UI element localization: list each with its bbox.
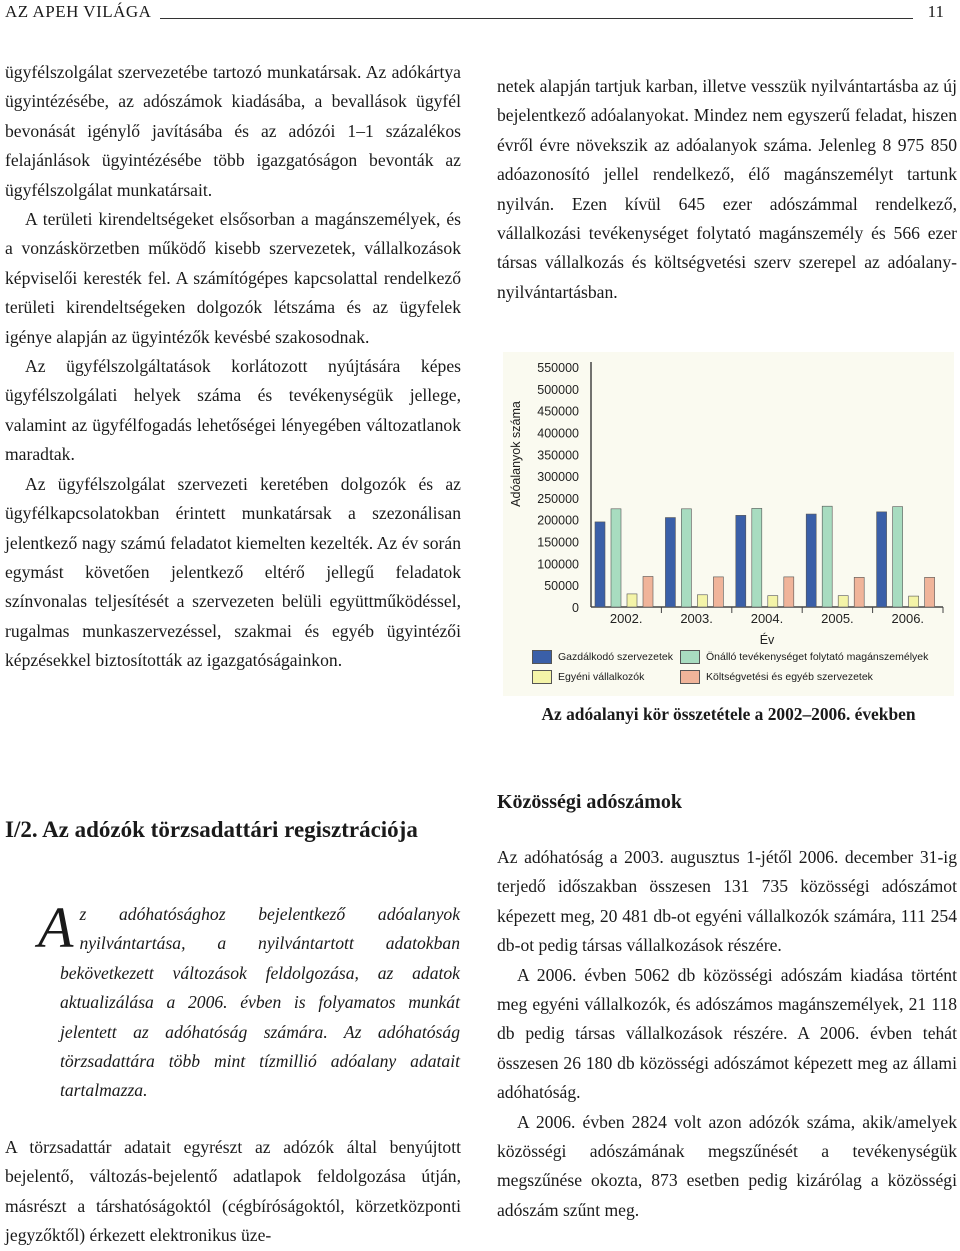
legend-label: Gazdálkodó szervezetek bbox=[558, 651, 673, 663]
y-tick-label: 550000 bbox=[537, 361, 579, 375]
y-tick-label: 350000 bbox=[537, 448, 579, 463]
bar bbox=[768, 596, 778, 607]
legend-swatch bbox=[680, 670, 700, 684]
y-tick-label: 50000 bbox=[544, 579, 579, 594]
bar bbox=[736, 515, 746, 607]
legend-swatch bbox=[532, 670, 552, 684]
bar bbox=[893, 507, 903, 607]
x-tick-label: 2005. bbox=[821, 611, 854, 626]
header-rule bbox=[160, 18, 913, 19]
bar bbox=[681, 509, 691, 607]
legend-label: Önálló tevékenységet folytató magánszemélyek bbox=[706, 651, 929, 663]
legend-item bbox=[532, 670, 644, 684]
left-bottom-text bbox=[5, 1133, 461, 1251]
paragraph: A területi kirendeltségeket elsősorban a magánszemélyek, és a vonzáskörzetben működő kisebb szervezetek, vállalkozások képviselői keresték fel. A számítógépes kapcsolattal rendelkező területi kirendeltségeken dolgozók létszáma és az ügyfelek igénye alapján az ügyintézők kevésbé szakosodnak. bbox=[5, 209, 461, 347]
y-tick-label: 300000 bbox=[537, 470, 579, 485]
bar bbox=[784, 577, 794, 607]
paragraph: A 2006. évben 5062 db közösségi adószám kiadása történt meg egyéni vállalkozók, és adószámos magánszemélyek, 21 118 db pedig társas vállalkozások részére. A 2006. évben tehát összesen 26 180 db közösségi adószámot képezett meg az állami adóhatóság. bbox=[497, 964, 957, 1103]
bar bbox=[665, 518, 675, 607]
drop-cap: A bbox=[38, 895, 74, 960]
legend-label: Költségvetési és egyéb szervezetek bbox=[706, 671, 873, 683]
y-tick-label: 200000 bbox=[537, 513, 579, 528]
legend-item bbox=[680, 670, 873, 684]
y-tick-label: 450000 bbox=[537, 404, 579, 419]
legend-swatch bbox=[532, 650, 552, 664]
legend-item bbox=[532, 650, 673, 664]
bar bbox=[806, 514, 816, 607]
y-tick-label: 400000 bbox=[537, 426, 579, 441]
bar-chart bbox=[503, 352, 954, 652]
y-tick-label: 150000 bbox=[537, 535, 579, 550]
header-title: AZ APEH VILÁGA bbox=[5, 2, 152, 21]
bar bbox=[909, 596, 919, 607]
bar bbox=[611, 509, 621, 607]
bar bbox=[838, 596, 848, 607]
right-bottom-text bbox=[497, 843, 957, 1225]
y-tick-label: 100000 bbox=[537, 557, 579, 572]
page-header bbox=[0, 0, 960, 30]
section-title: I/2. Az adózók törzsadattári regisztrációja bbox=[5, 817, 418, 842]
legend-item bbox=[680, 650, 928, 664]
bar bbox=[925, 577, 935, 607]
subsection-heading: Közösségi adószámok bbox=[497, 791, 682, 813]
bar bbox=[713, 577, 723, 607]
page-number: 11 bbox=[927, 2, 944, 21]
x-tick-label: 2002. bbox=[609, 611, 643, 626]
legend-swatch bbox=[680, 650, 700, 664]
chart-caption: Az adóalanyi kör összetétele a 2002–2006. években bbox=[541, 704, 916, 724]
y-tick-label: 250000 bbox=[537, 491, 579, 506]
y-axis-title: Adóalanyok száma bbox=[509, 401, 523, 507]
x-tick-label: 2004. bbox=[750, 611, 784, 626]
bar bbox=[697, 595, 707, 607]
paragraph: netek alapján tartjuk karban, illetve vesszük nyilvántartásba az új bejelentkező adóalanyokat. Mindez nem egyszerű feladat, hiszen évről évre növekszik az adóalanyok száma. Jelenleg 8 975 850 adóazonosító jellel rendelkező, élő magánszemélyt tartunk nyilván. Ezen kívül 645 ezer adószámmal rendelkező, vállalkozási tevékenységet folytató magánszemély és 566 ezer társas vállalkozás és költségvetési szerv szerepel az adóalany-nyilvántartásban. bbox=[497, 76, 957, 302]
paragraph: Az ügyfélszolgáltatások korlátozott nyújtására képes ügyfélszolgálati helyek száma és tevékenységük jellege, valamint az ügyfélfogadás lehetőségei lényegében változatlanok maradtak. bbox=[5, 356, 461, 465]
bar bbox=[595, 522, 605, 607]
bar bbox=[822, 506, 832, 607]
bar bbox=[877, 512, 887, 607]
lead-text: z adóhatósághoz bejelentkező adóalanyok nyilvántartása, a nyilvántartott adatokban bekövetkezett változások feldolgozása, az adatok aktualizálása a 2006. évben is folyamatos munkát jelentett az adóhatóság számára. Az adóhatóság törzsadattára több mint tízmillió adóalany adatait tartalmazza. bbox=[60, 904, 460, 1101]
paragraph: A törzsadattár adatait egyrészt az adózók által benyújtott bejelentő, változás-bejelentő adatlapok feldolgozása útján, másrészt a társhatóságoktól (cégbíróságoktól, körzetközponti jegyzőktől) érkezett elektronikus üze- bbox=[5, 1137, 461, 1246]
chart-legend bbox=[532, 650, 952, 690]
x-tick-label: 2006. bbox=[891, 611, 925, 626]
y-tick-label: 0 bbox=[572, 601, 579, 615]
lead-paragraph bbox=[38, 895, 460, 1106]
bar bbox=[627, 594, 637, 607]
bar bbox=[752, 508, 762, 607]
x-axis-title: Év bbox=[759, 633, 775, 647]
bar bbox=[854, 577, 864, 607]
left-column-text bbox=[5, 58, 461, 676]
bar bbox=[643, 576, 653, 607]
y-tick-label: 500000 bbox=[537, 382, 579, 397]
paragraph: Az adóhatóság a 2003. augusztus 1-jétől 2006. december 31-ig terjedő időszakban összesen 131 735 közösségi adószámot képezett meg, 20 481 db-ot egyéni vállalkozók számára, 111 254 db-ot pedig társas vállalkozások részére. bbox=[497, 847, 957, 956]
paragraph: A 2006. évben 2824 volt azon adózók száma, akik/amelyek közösségi adószámának megszűnését a tevékenységük megszűnése okozta, 873 esetben pedig kizárólag a közösségi adószám szűnt meg. bbox=[497, 1111, 957, 1220]
paragraph: ügyfélszolgálat szervezetébe tartozó munkatársak. Az adókártya ügyintézésébe, az adószámok kiadásába, a bevallások ügyfél bevonását igénylő javításába és az adózói 1–1 százalékos felajánlások ügyintézésébe több igazgatóságon bevonták az ügyfélszolgálat munkatársait. bbox=[5, 62, 461, 200]
right-column-text bbox=[497, 72, 957, 307]
x-tick-label: 2003. bbox=[680, 611, 713, 626]
paragraph: Az ügyfélszolgálat szervezeti keretében dolgozók és az ügyfélkapcsolatokban érintett munkatársak a szezonálisan jelentkező nagy számú feladatot kiemelten kezelték. Az év során egymást követően jelentkező eltérő jellegű feladatok színvonalas teljesítését a szervezeten belüli együttműködéssel, rugalmas munkaszervezéssel, szakmai és egyéb ügyintézői képzésekkel biztosították az igazgatóságainkon. bbox=[5, 473, 461, 671]
legend-label: Egyéni vállalkozók bbox=[558, 671, 645, 683]
